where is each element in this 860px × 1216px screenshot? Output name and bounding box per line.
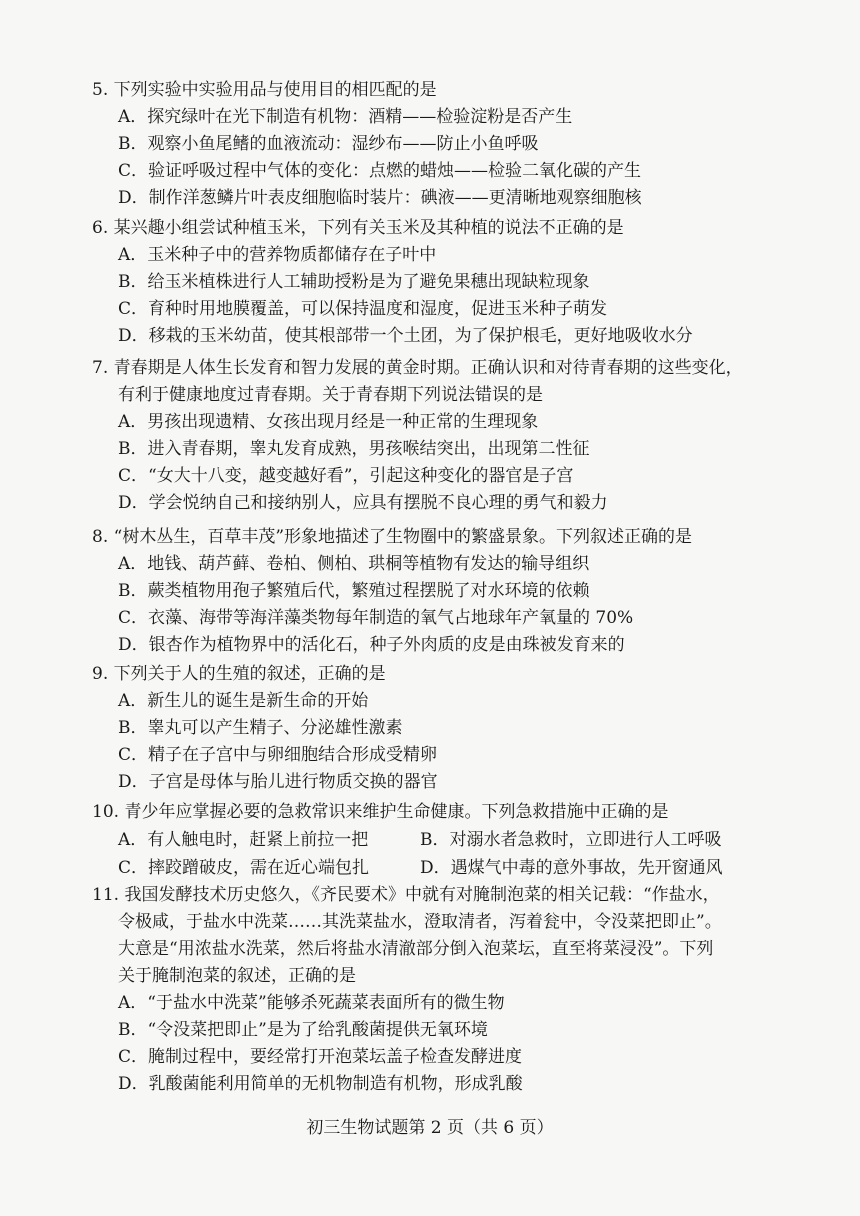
option-a: A．男孩出现遗精、女孩出现月经是一种正常的生理现象 [118, 412, 539, 432]
option-b: B．对溺水者急救时，立即进行人工呼吸 [420, 830, 722, 850]
option-c: C．摔跤蹭破皮，需在近心端包扎 [118, 858, 370, 878]
option-b: B．给玉米植株进行人工辅助授粉是为了避免果穗出现缺粒现象 [118, 272, 590, 292]
option-d: D．乳酸菌能利用简单的无机物制造有机物，形成乳酸 [118, 1074, 523, 1094]
option-c: C．育种时用地膜覆盖，可以保持温度和湿度，促进玉米种子萌发 [118, 299, 608, 319]
question-stem-cont: 令极咸，于盐水中洗菜……其洗菜盐水，澄取清者，泻着瓮中，令没菜把即止”。 [118, 912, 722, 932]
option-c: C．精子在子宫中与卵细胞结合形成受精卵 [118, 745, 438, 765]
option-a: A．新生儿的诞生是新生命的开始 [118, 691, 369, 711]
option-a: A．探究绿叶在光下制造有机物：酒精——检验淀粉是否产生 [118, 107, 573, 127]
page-footer: 初三生物试题第 2 页（共 6 页） [306, 1118, 554, 1138]
option-d: D．银杏作为植物界中的活化石，种子外肉质的皮是由珠被发育来的 [118, 635, 625, 655]
question-stem-cont: 有利于健康地度过青春期。关于青春期下列说法错误的是 [118, 385, 543, 405]
option-a: A．玉米种子中的营养物质都储存在子叶中 [118, 245, 437, 265]
option-a: A．地钱、葫芦藓、卷柏、侧柏、珙桐等植物有发达的输导组织 [118, 554, 590, 574]
question-stem: 9. 下列关于人的生殖的叙述，正确的是 [92, 664, 386, 684]
option-b: B．睾丸可以产生精子、分泌雄性激素 [118, 718, 403, 738]
question-stem: 11. 我国发酵技术历史悠久，《齐民要术》中就有对腌制泡菜的相关记载：“作盐水， [92, 885, 720, 905]
question-stem: 8. “树木丛生，百草丰茂”形象地描述了生物圈中的繁盛景象。下列叙述正确的是 [92, 527, 693, 547]
question-stem-cont: 关于腌制泡菜的叙述，正确的是 [118, 966, 356, 986]
option-d: D．移栽的玉米幼苗，使其根部带一个土团，为了保护根毛，更好地吸收水分 [118, 326, 693, 346]
option-d: D．遇煤气中毒的意外事故，先开窗通风 [420, 858, 723, 878]
question-stem: 10. 青少年应掌握必要的急救常识来维护生命健康。下列急救措施中正确的是 [92, 802, 669, 822]
option-c: C．腌制过程中，要经常打开泡菜坛盖子检查发酵进度 [118, 1047, 523, 1067]
option-b: B．蕨类植物用孢子繁殖后代，繁殖过程摆脱了对水环境的依赖 [118, 581, 590, 601]
option-a: A．“于盐水中洗菜”能够杀死蔬菜表面所有的微生物 [118, 993, 505, 1013]
option-b: B．“令没菜把即止”是为了给乳酸菌提供无氧环境 [118, 1020, 488, 1040]
option-a: A．有人触电时，赶紧上前拉一把 [118, 830, 369, 850]
question-stem: 5. 下列实验中实验用品与使用目的相匹配的是 [92, 80, 437, 100]
option-c: C．“女大十八变，越变越好看”，引起这种变化的器官是子宫 [118, 466, 574, 486]
option-c: C．衣藻、海带等海洋藻类物每年制造的氧气占地球年产氧量的 70% [118, 608, 634, 628]
option-c: C．验证呼吸过程中气体的变化：点燃的蜡烛——检验二氧化碳的产生 [118, 161, 642, 181]
option-d: D．学会悦纳自己和接纳别人，应具有摆脱不良心理的勇气和毅力 [118, 493, 608, 513]
question-stem: 6. 某兴趣小组尝试种植玉米，下列有关玉米及其种植的说法不正确的是 [92, 218, 624, 238]
option-d: D．子宫是母体与胎儿进行物质交换的器官 [118, 772, 438, 792]
question-stem: 7. 青春期是人体生长发育和智力发展的黄金时期。正确认识和对待青春期的这些变化， [92, 358, 743, 378]
option-b: B．进入青春期，睾丸发育成熟，男孩喉结突出，出现第二性征 [118, 439, 590, 459]
option-b: B．观察小鱼尾鳍的血液流动：湿纱布——防止小鱼呼吸 [118, 134, 539, 154]
question-stem-cont: 大意是“用浓盐水洗菜，然后将盐水清澈部分倒入泡菜坛，直至将菜浸没”。下列 [118, 939, 714, 959]
option-d: D．制作洋葱鳞片叶表皮细胞临时装片：碘液——更清晰地观察细胞核 [118, 188, 642, 208]
